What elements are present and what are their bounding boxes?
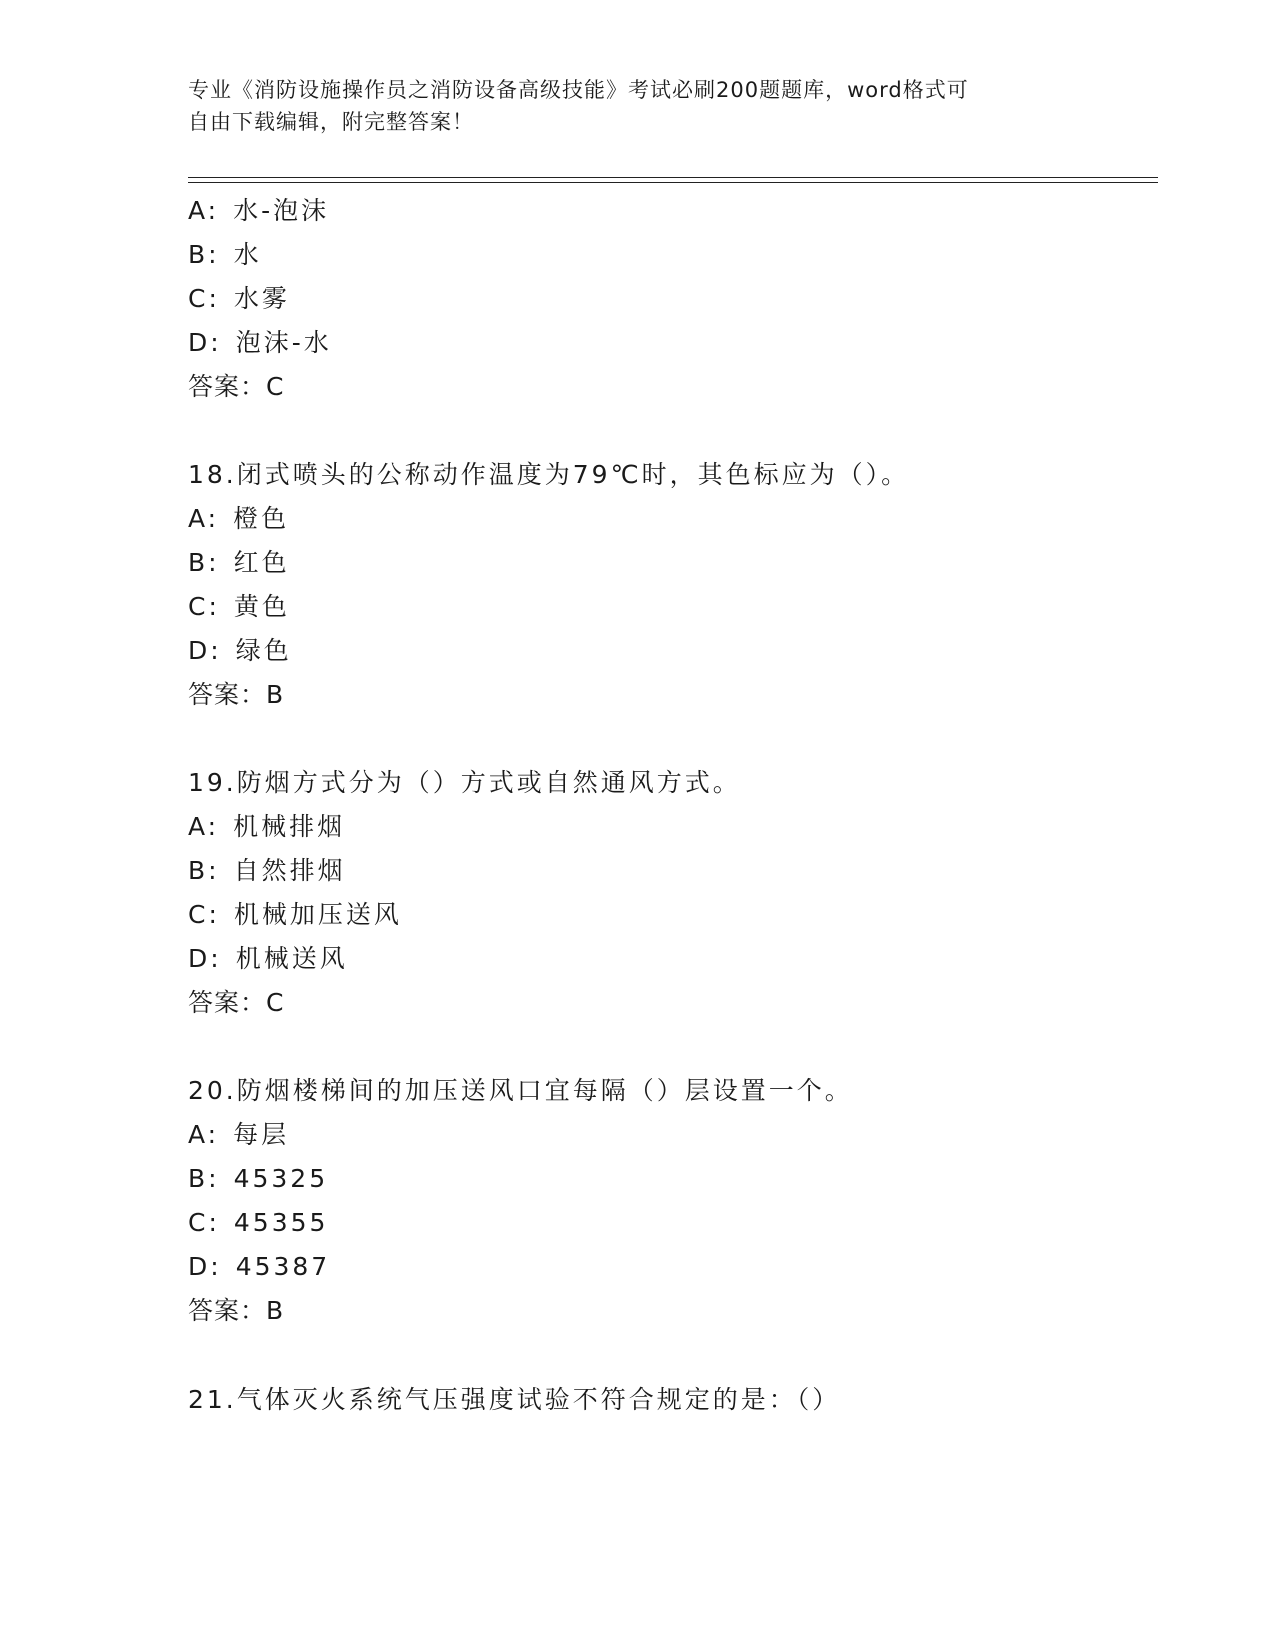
header-line-1: 专业《消防设施操作员之消防设备高级技能》考试必刷200题题库，word格式可 [188, 78, 969, 102]
q19-option-b: B: 自然排烟 [188, 856, 346, 885]
q19-question: 19.防烟方式分为（）方式或自然通风方式。 [188, 768, 741, 797]
q17-option-b: B: 水 [188, 240, 262, 269]
q17-answer: 答案：C [188, 372, 285, 401]
q20-option-b: B: 45325 [188, 1164, 329, 1193]
q17-option-d: D: 泡沫-水 [188, 328, 332, 357]
q18-option-d: D: 绿色 [188, 636, 292, 665]
header-divider-bottom [188, 182, 1158, 183]
q19-option-a: A: 机械排烟 [188, 812, 346, 841]
q20-question: 20.防烟楼梯间的加压送风口宜每隔（）层设置一个。 [188, 1076, 853, 1105]
header-divider-top [188, 177, 1158, 178]
q17-option-c: C: 水雾 [188, 284, 290, 313]
q18-option-a: A: 橙色 [188, 504, 290, 533]
q19-option-c: C: 机械加压送风 [188, 900, 402, 929]
q17-option-a: A: 水-泡沫 [188, 196, 330, 225]
q20-option-a: A: 每层 [188, 1120, 290, 1149]
q20-option-d: D: 45387 [188, 1252, 331, 1281]
q19-option-d: D: 机械送风 [188, 944, 348, 973]
q18-answer: 答案：B [188, 680, 285, 709]
q18-question: 18.闭式喷头的公称动作温度为79℃时，其色标应为（）。 [188, 460, 910, 489]
q21-question: 21.气体灭火系统气压强度试验不符合规定的是：（） [188, 1385, 841, 1414]
q20-option-c: C: 45355 [188, 1208, 329, 1237]
q19-answer: 答案：C [188, 988, 285, 1017]
q18-option-b: B: 红色 [188, 548, 290, 577]
header-line-2: 自由下载编辑，附完整答案！ [188, 110, 474, 134]
document-header [188, 74, 1068, 138]
q18-option-c: C: 黄色 [188, 592, 290, 621]
q20-answer: 答案：B [188, 1296, 285, 1325]
